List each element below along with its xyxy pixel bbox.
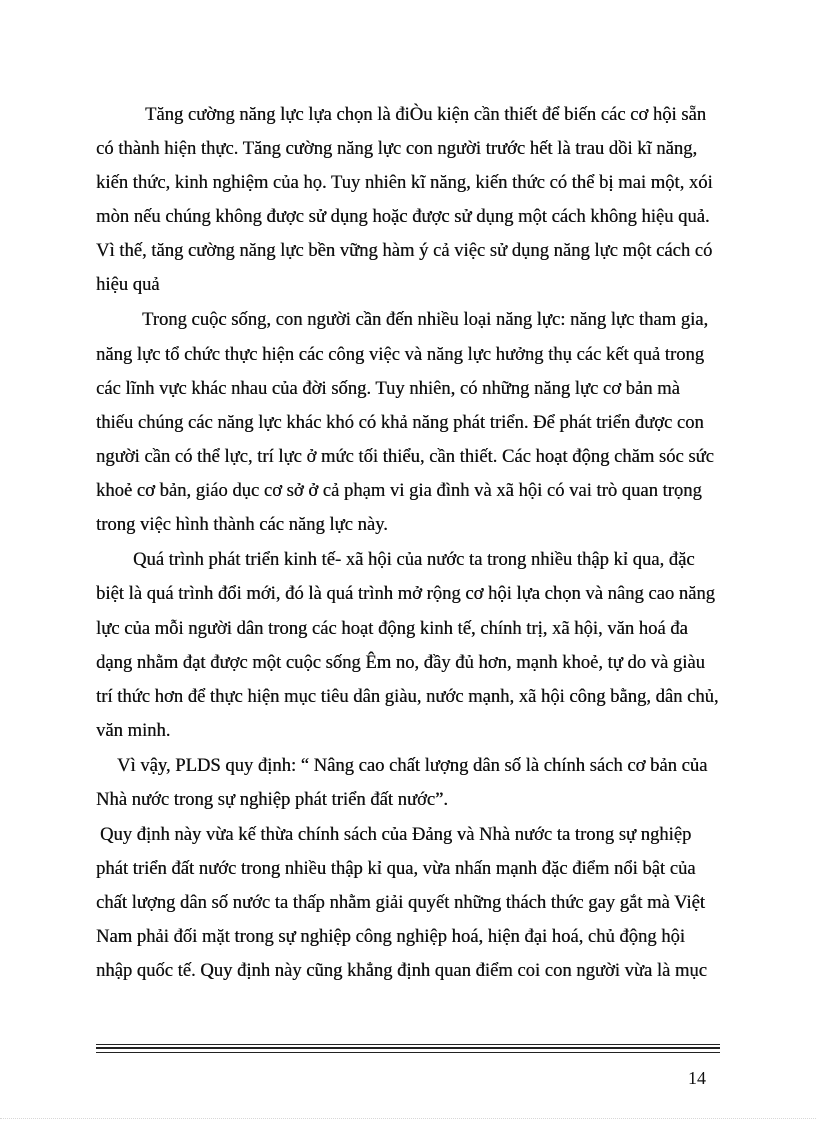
- paragraph-4-line-2: Nhà nước trong sự nghiệp phát triển đất nước”.: [96, 789, 448, 810]
- paragraph-5-line-1: Quy định này vừa kế thừa chính sách của Đảng và Nhà nước ta trong sự nghiệp: [100, 824, 692, 845]
- paragraph-1-line-2: có thành hiện thực. Tăng cường năng lực con người trước hết là trau dồi kĩ năng,: [96, 138, 698, 159]
- paragraph-5-line-4: Nam phải đối mặt trong sự nghiệp công nghiệp hoá, hiện đại hoá, chủ động hội: [96, 926, 685, 947]
- paragraph-3-line-1: Quá trình phát triển kinh tế- xã hội của nước ta trong nhiều thập kỉ qua, đặc: [133, 549, 695, 570]
- paragraph-5-line-5: nhập quốc tế. Quy định này cũng khẳng định quan điểm coi con người vừa là mục: [96, 960, 707, 981]
- paragraph-3-line-4: dạng nhằm đạt được một cuộc sống Êm no, đầy đủ hơn, mạnh khoẻ, tự do và giàu: [96, 652, 705, 673]
- paragraph-1-line-1: Tăng cường năng lực lựa chọn là điÒu kiện cần thiết để biến các cơ hội sẵn: [145, 104, 707, 125]
- paragraph-1-line-5: Vì thế, tăng cường năng lực bền vững hàm ý cả việc sử dụng năng lực một cách có: [96, 240, 713, 261]
- page-number: 14: [688, 1068, 706, 1088]
- paragraph-2-line-2: năng lực tổ chức thực hiện các công việc và năng lực hưởng thụ các kết quả trong: [96, 344, 705, 365]
- paragraph-2-line-1: Trong cuộc sống, con người cần đến nhiều loại năng lực: năng lực tham gia,: [142, 309, 709, 330]
- paragraph-3-line-5: trí thức hơn để thực hiện mục tiêu dân giàu, nước mạnh, xã hội công bằng, dân chủ,: [96, 686, 719, 707]
- paragraph-4-line-1: Vì vậy, PLDS quy định: “ Nâng cao chất lượng dân số là chính sách cơ bản của: [117, 755, 708, 776]
- paragraph-1-line-4: mòn nếu chúng không được sử dụng hoặc được sử dụng một cách không hiệu quả.: [96, 206, 710, 227]
- paragraph-3-line-6: văn minh.: [96, 720, 171, 741]
- paragraph-5-line-2: phát triển đất nước trong nhiều thập kỉ qua, vừa nhấn mạnh đặc điểm nổi bật của: [96, 858, 696, 879]
- paragraph-5-line-3: chất lượng dân số nước ta thấp nhằm giải quyết những thách thức gay gắt mà Việt: [96, 892, 705, 913]
- paragraph-3-line-2: biệt là quá trình đổi mới, đó là quá trình mở rộng cơ hội lựa chọn và nâng cao năng: [96, 583, 715, 604]
- paragraph-2-line-7: trong việc hình thành các năng lực này.: [96, 514, 388, 535]
- paragraph-3-line-3: lực của mỗi người dân trong các hoạt động kinh tế, chính trị, xã hội, văn hoá đa: [96, 618, 688, 639]
- paragraph-2-line-6: khoẻ cơ bản, giáo dục cơ sở ở cả phạm vi gia đình và xã hội có vai trò quan trọng: [96, 480, 702, 501]
- paragraph-2-line-3: các lĩnh vực khác nhau của đời sống. Tuy nhiên, có những năng lực cơ bản mà: [96, 378, 680, 399]
- footer-rule: [96, 1044, 720, 1053]
- page-edge-dots: [0, 1118, 816, 1120]
- paragraph-2-line-5: người cần có thể lực, trí lực ở mức tối thiểu, cần thiết. Các hoạt động chăm sóc sức: [96, 446, 714, 467]
- paragraph-2-line-4: thiếu chúng các năng lực khác khó có khả năng phát triển. Để phát triển được con: [96, 412, 704, 433]
- paragraph-1-line-6: hiệu quả: [96, 274, 160, 295]
- paragraph-1-line-3: kiến thức, kinh nghiệm của họ. Tuy nhiên kĩ năng, kiến thức có thể bị mai một, xói: [96, 172, 713, 193]
